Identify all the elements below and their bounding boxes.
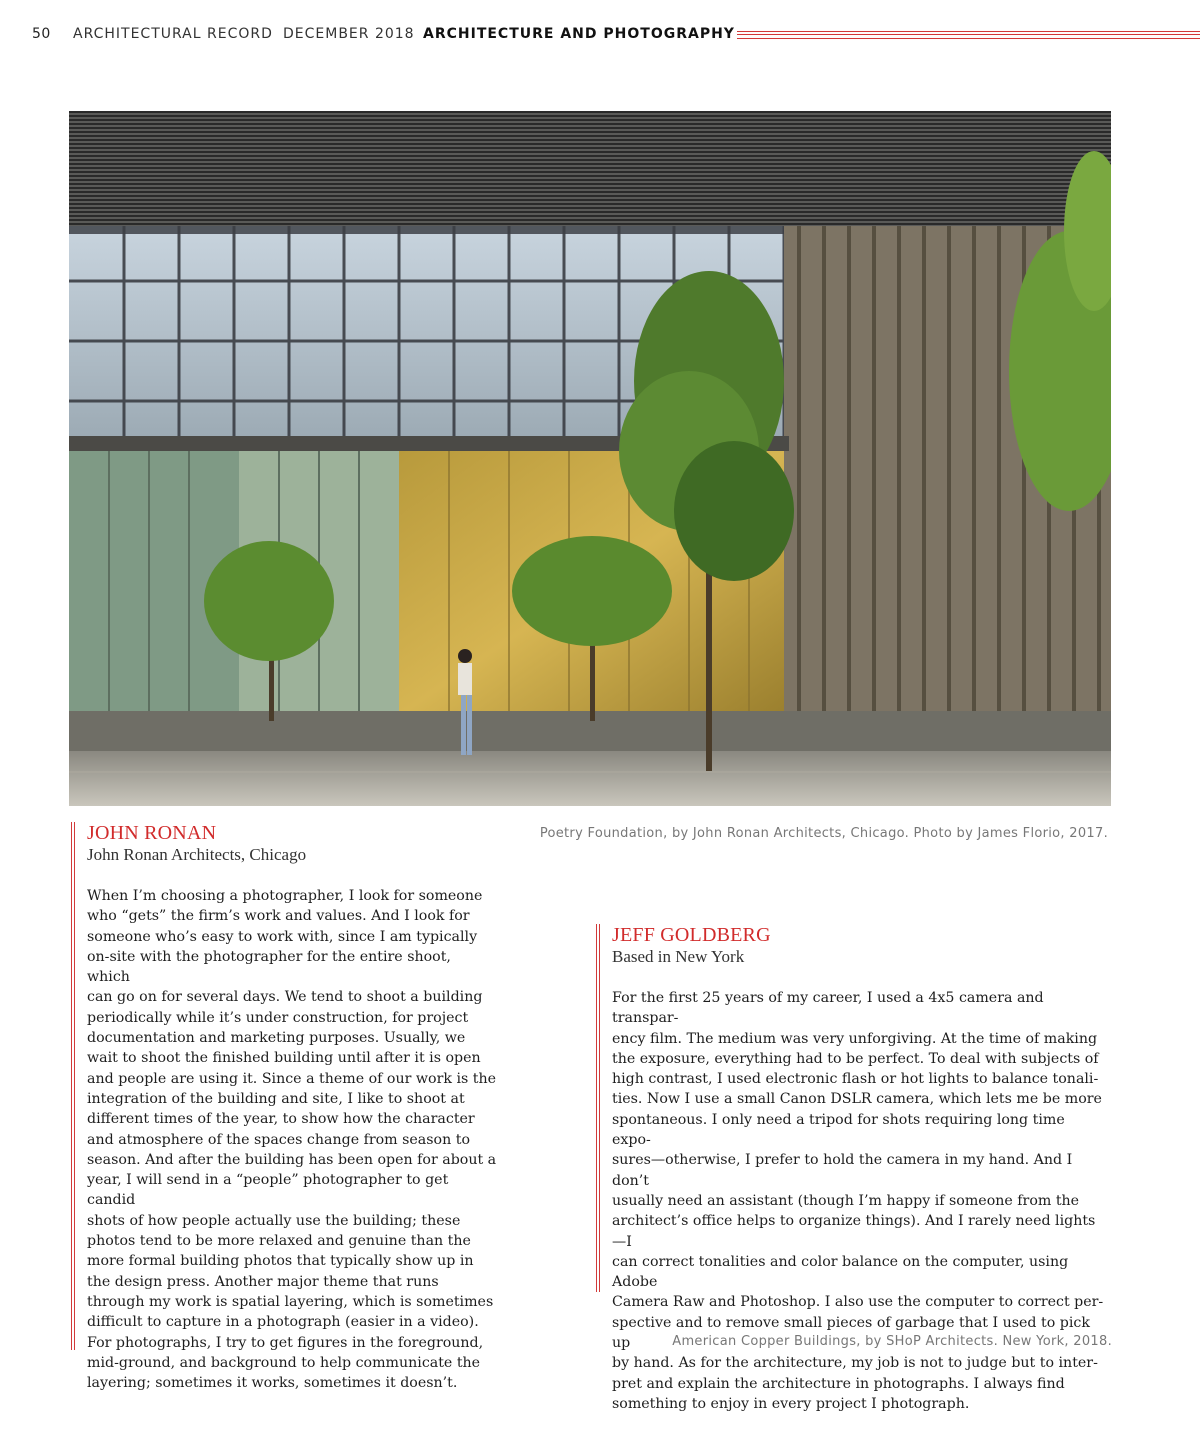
- section-title: ARCHITECTURE AND PHOTOGRAPHY: [423, 26, 735, 42]
- text-line: more formal building photos that typically show up in: [87, 1253, 474, 1270]
- text-line: ties. Now I use a small Canon DSLR camera, which lets me be more: [612, 1091, 1102, 1108]
- text-line: and people are using it. Since a theme of our work is the: [87, 1070, 497, 1087]
- text-line: can correct tonalities and color balance on the computer, using Adobe: [612, 1253, 1069, 1291]
- text-line: the exposure, everything had to be perfect. To deal with subjects of: [612, 1050, 1099, 1067]
- text-line: architect’s office helps to organize things). And I rarely need lights—I: [612, 1213, 1096, 1250]
- text-line: on-site with the photographer for the entire shoot, which: [87, 948, 451, 986]
- text-line: spective and to remove small pieces of garbage that I used to pick up: [612, 1314, 1090, 1352]
- text-line: different times of the year, to show how the character: [87, 1111, 475, 1128]
- text-line: the design press. Another major theme that runs: [87, 1273, 439, 1290]
- text-line: someone who’s easy to work with, since I am typically: [87, 928, 478, 945]
- column-text: [612, 988, 1107, 1414]
- text-line: something to enjoy in every project I photograph.: [612, 1395, 970, 1412]
- page-number: 50: [32, 26, 51, 42]
- building-photo: [69, 111, 1111, 806]
- text-line: layering; sometimes it works, sometimes it doesn’t.: [87, 1375, 458, 1392]
- text-line: periodically while it’s under construction, for project: [87, 1009, 469, 1026]
- text-line: year, I will send in a “people” photographer to get candid: [87, 1172, 449, 1209]
- photo-caption: Poetry Foundation, by John Ronan Architects, Chicago. Photo by James Florio, 2017.: [539, 826, 1108, 841]
- text-line: usually need an assistant (though I’m happy if someone from the: [612, 1192, 1080, 1209]
- text-line: integration of the building and site, I like to shoot at: [87, 1090, 465, 1107]
- text-line: When I’m choosing a photographer, I look for someone: [87, 888, 483, 904]
- text-line: who “gets” the firm’s work and values. And I look for: [87, 908, 470, 925]
- header-rule: [737, 31, 1200, 39]
- text-line: For photographs, I try to get figures in the foreground,: [87, 1334, 484, 1351]
- contributor-name: JOHN RONAN: [87, 822, 217, 844]
- column-rule: [596, 924, 597, 1292]
- text-line: wait to shoot the finished building until after it is open: [87, 1050, 481, 1067]
- text-line: documentation and marketing purposes. Usually, we: [87, 1030, 466, 1047]
- contributor-affiliation: John Ronan Architects, Chicago: [87, 845, 307, 864]
- contributor-name: JEFF GOLDBERG: [612, 924, 771, 946]
- text-line: through my work is spatial layering, which is sometimes: [87, 1293, 494, 1310]
- text-line: high contrast, I used electronic flash or hot lights to balance tonali-: [612, 1071, 1099, 1088]
- text-line: For the first 25 years of my career, I used a 4x5 camera and transpar-: [612, 990, 1044, 1027]
- text-line: spontaneous. I only need a tripod for shots requiring long time expo-: [612, 1111, 1065, 1149]
- text-line: shots of how people actually use the building; these: [87, 1212, 461, 1229]
- text-line: season. And after the building has been open for about a: [87, 1151, 497, 1168]
- text-line: difficult to capture in a photograph (easier in a video).: [87, 1314, 479, 1331]
- text-line: ency film. The medium was very unforgiving. At the time of making: [612, 1030, 1098, 1047]
- text-line: sures—otherwise, I prefer to hold the camera in my hand. And I don’t: [612, 1152, 1073, 1189]
- issue-date: DECEMBER 2018: [283, 26, 415, 42]
- text-line: Camera Raw and Photoshop. I also use the computer to correct per-: [612, 1294, 1104, 1311]
- text-line: and atmosphere of the spaces change from season to: [87, 1131, 470, 1148]
- text-line: photos tend to be more relaxed and genuine than the: [87, 1233, 471, 1250]
- contributor-affiliation: Based in New York: [612, 947, 745, 966]
- ronan-column: [71, 822, 497, 1392]
- text-line: can go on for several days. We tend to shoot a building: [87, 989, 483, 1006]
- publication-name: ARCHITECTURAL RECORD: [73, 26, 273, 42]
- column-rule: [71, 822, 72, 1350]
- text-line: by hand. As for the architecture, my job is not to judge but to inter-: [612, 1355, 1098, 1372]
- photo-caption: American Copper Buildings, by SHoP Architects. New York, 2018.: [672, 1334, 1112, 1349]
- page-header: [32, 24, 1200, 46]
- column-text: [87, 886, 497, 1393]
- text-line: mid-ground, and background to help communicate the: [87, 1354, 481, 1371]
- text-line: pret and explain the architecture in photographs. I always find: [612, 1375, 1065, 1392]
